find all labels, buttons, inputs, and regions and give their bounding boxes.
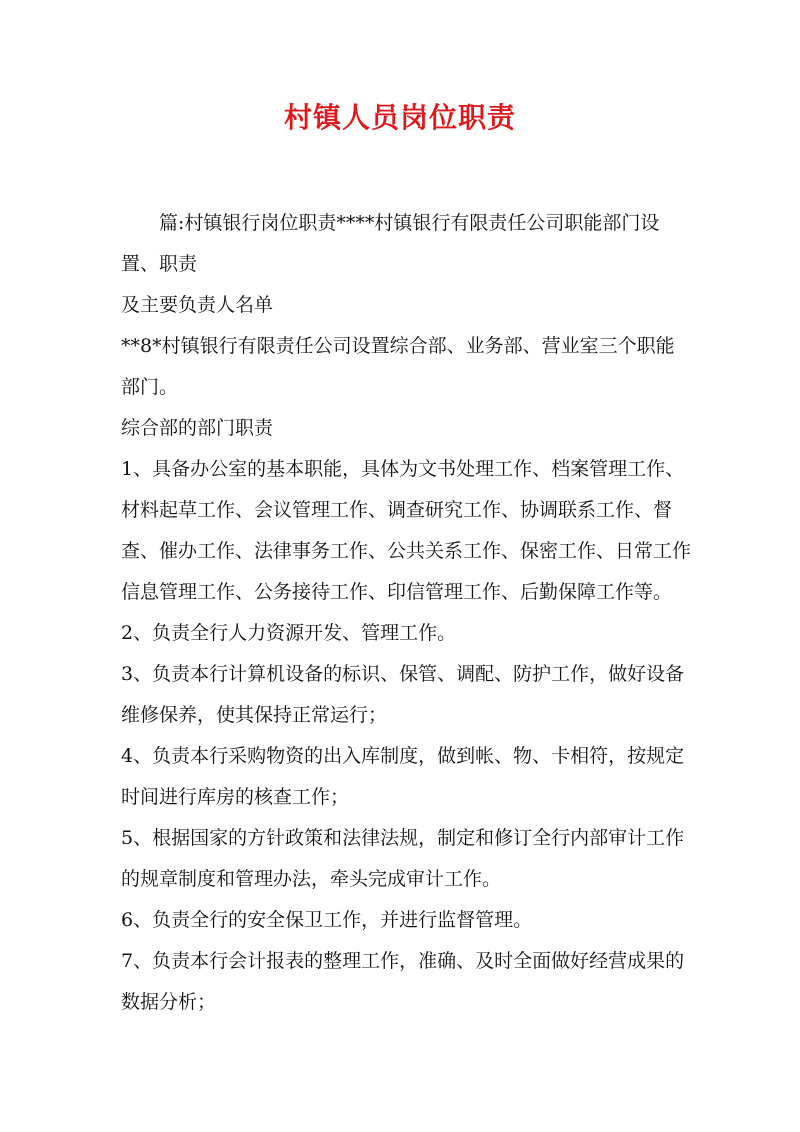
document-body (121, 203, 691, 1023)
duty-item-6: 6、负责全行的安全保卫工作，并进行监督管理。 (121, 909, 533, 931)
duty-item-4: 4、负责本行采购物资的出入库制度，做到帐、物、卡相符，按规定时间进行库房的核查工作； (121, 745, 685, 808)
duty-item-2: 2、负责全行人力资源开发、管理工作。 (121, 622, 457, 644)
duty-item-1: 1、具备办公室的基本职能，具体为文书处理工作、档案管理工作、材料起草工作、会议管理工作、调查研究工作、协调联系工作、督查、催办工作、法律事务工作、公共关系工作、保密工作、日常工作信息管理工作、公务接待工作、印信管理工作、后勤保障工作等。 (121, 458, 692, 603)
paragraph-list-heading: 及主要负责人名单 (121, 294, 274, 316)
paragraph-departments: **8*村镇银行有限责任公司设置综合部、业务部、营业室三个职能部门。 (121, 335, 675, 398)
duty-item-5: 5、根据国家的方针政策和法律法规，制定和修订全行内部审计工作的规章制度和管理办法，牵头完成审计工作。 (121, 827, 685, 890)
duty-item-7: 7、负责本行会计报表的整理工作，准确、及时全面做好经营成果的数据分析； (121, 950, 685, 1013)
document-title: 村镇人员岗位职责 (283, 101, 516, 134)
duty-item-3: 3、负责本行计算机设备的标识、保管、调配、防护工作，做好设备维修保养，使其保持正常运行； (121, 663, 685, 726)
paragraph-intro: 篇:村镇银行岗位职责****村镇银行有限责任公司职能部门设置、职责 (121, 212, 660, 275)
section-heading: 综合部的部门职责 (121, 417, 274, 439)
